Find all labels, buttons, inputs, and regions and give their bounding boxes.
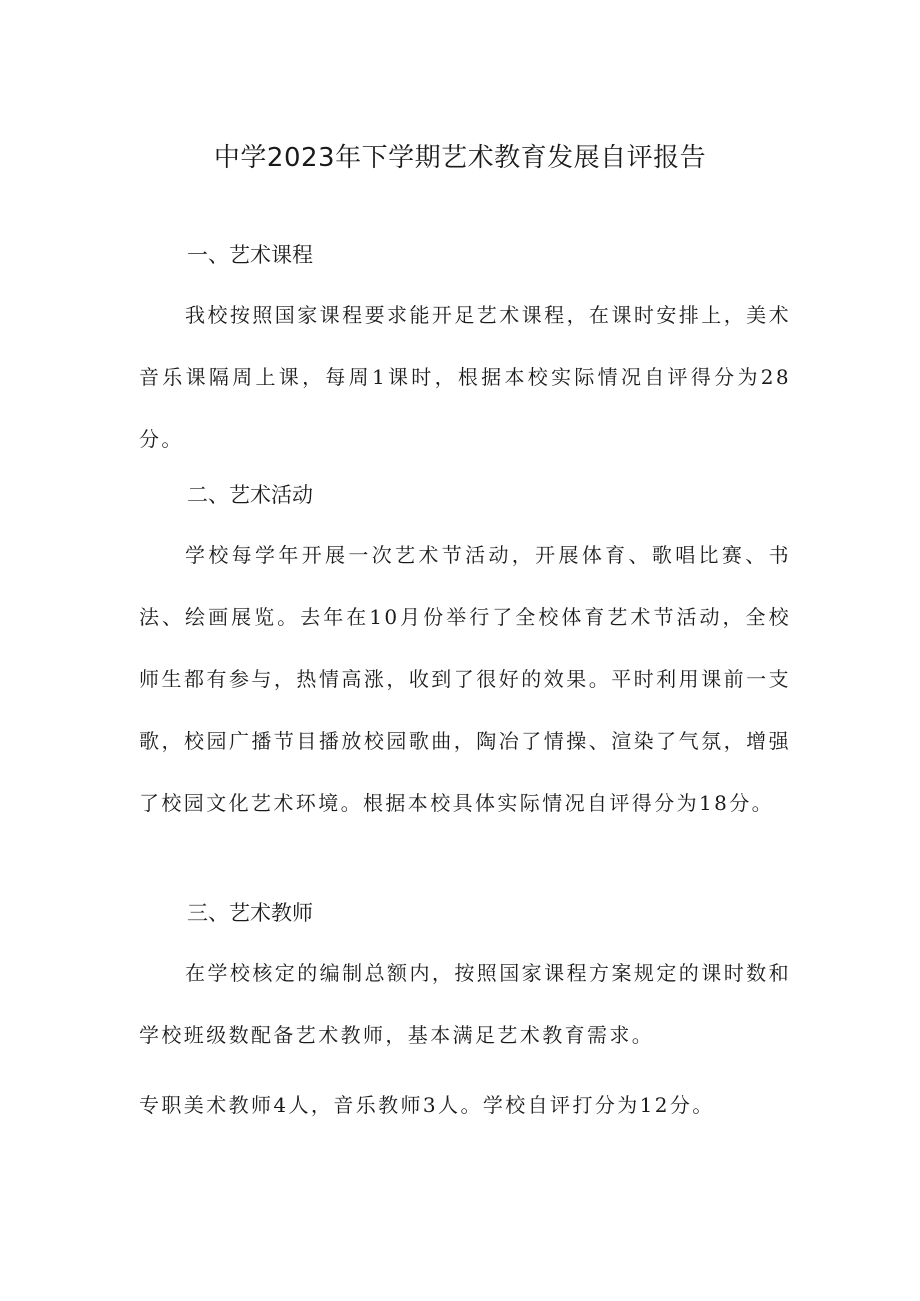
section-heading-teachers: 三、艺术教师 xyxy=(187,901,313,925)
section-heading-activities: 二、艺术活动 xyxy=(187,483,313,507)
section-teachers-paragraph: 在学校核定的编制总额内，按照国家课程方案规定的课时数和学校班级数配备艺术教师，基本满足艺术教育需求。 xyxy=(139,961,791,1047)
section-activities-paragraph: 学校每学年开展一次艺术节活动，开展体育、歌唱比赛、书法、绘画展览。去年在10月份举行了全校体育艺术节活动，全校师生都有参与，热情高涨，收到了很好的效果。平时利用课前一支歌，校园广播节目播放校园歌曲，陶冶了情操、渲染了气氛，增强了校园文化艺术环境。根据本校具体实际情况自评得分为18分。 xyxy=(139,543,791,815)
section-heading-courses: 一、艺术课程 xyxy=(187,243,313,267)
section-courses-paragraph: 我校按照国家课程要求能开足艺术课程，在课时安排上，美术音乐课隔周上课，每周1课时，根据本校实际情况自评得分为28分。 xyxy=(139,303,791,451)
document-title: 中学2023年下学期艺术教育发展自评报告 xyxy=(213,143,707,173)
section-teachers-staff-paragraph: 专职美术教师4人，音乐教师3人。学校自评打分为12分。 xyxy=(139,1093,715,1117)
